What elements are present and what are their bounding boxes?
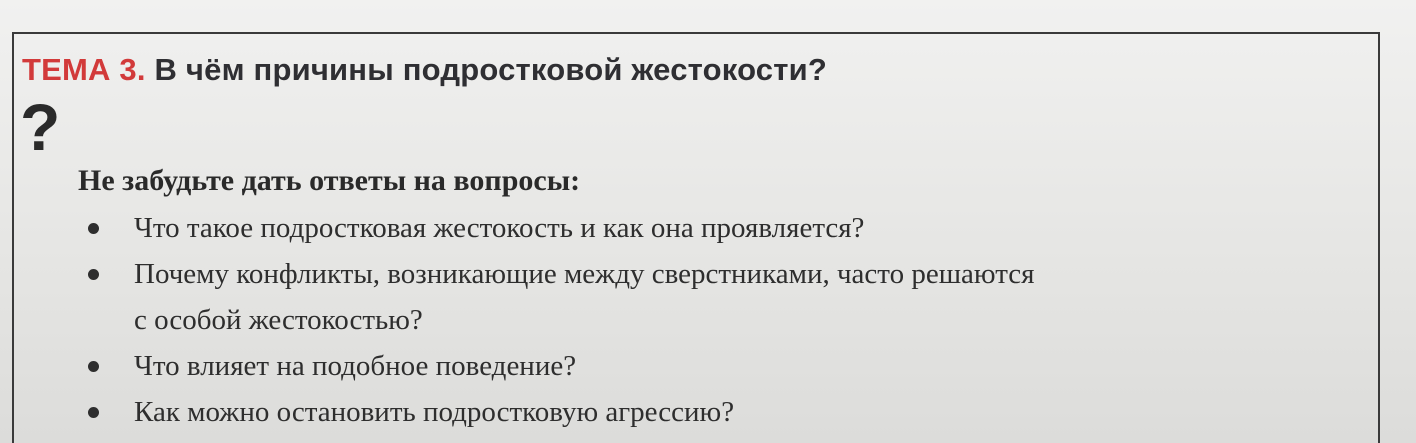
topic-heading	[22, 52, 827, 88]
question-text-continuation: с особой жестокостью?	[134, 304, 423, 336]
bullet-icon	[88, 407, 99, 418]
question-mark-icon: ?	[20, 90, 61, 164]
question-item	[80, 389, 1034, 435]
question-item	[80, 343, 1034, 389]
question-text: Почему конфликты, возникающие между сверстниками, часто решаются	[134, 258, 1035, 290]
questions-prompt: Не забудьте дать ответы на вопросы:	[78, 164, 581, 197]
bullet-icon	[88, 269, 99, 280]
question-text: Что такое подростковая жестокость и как она проявляется?	[134, 212, 865, 244]
topic-title: В чём причины подростковой жестокости?	[154, 52, 828, 87]
topic-label: ТЕМА 3.	[22, 52, 146, 87]
question-text: Что влияет на подобное поведение?	[134, 350, 577, 382]
bullet-icon	[88, 223, 99, 234]
bullet-icon	[88, 361, 99, 372]
question-item	[80, 205, 1034, 251]
question-item	[80, 251, 1034, 343]
question-text: Как можно остановить подростковую агрессию?	[134, 396, 735, 428]
questions-list	[80, 205, 1034, 435]
